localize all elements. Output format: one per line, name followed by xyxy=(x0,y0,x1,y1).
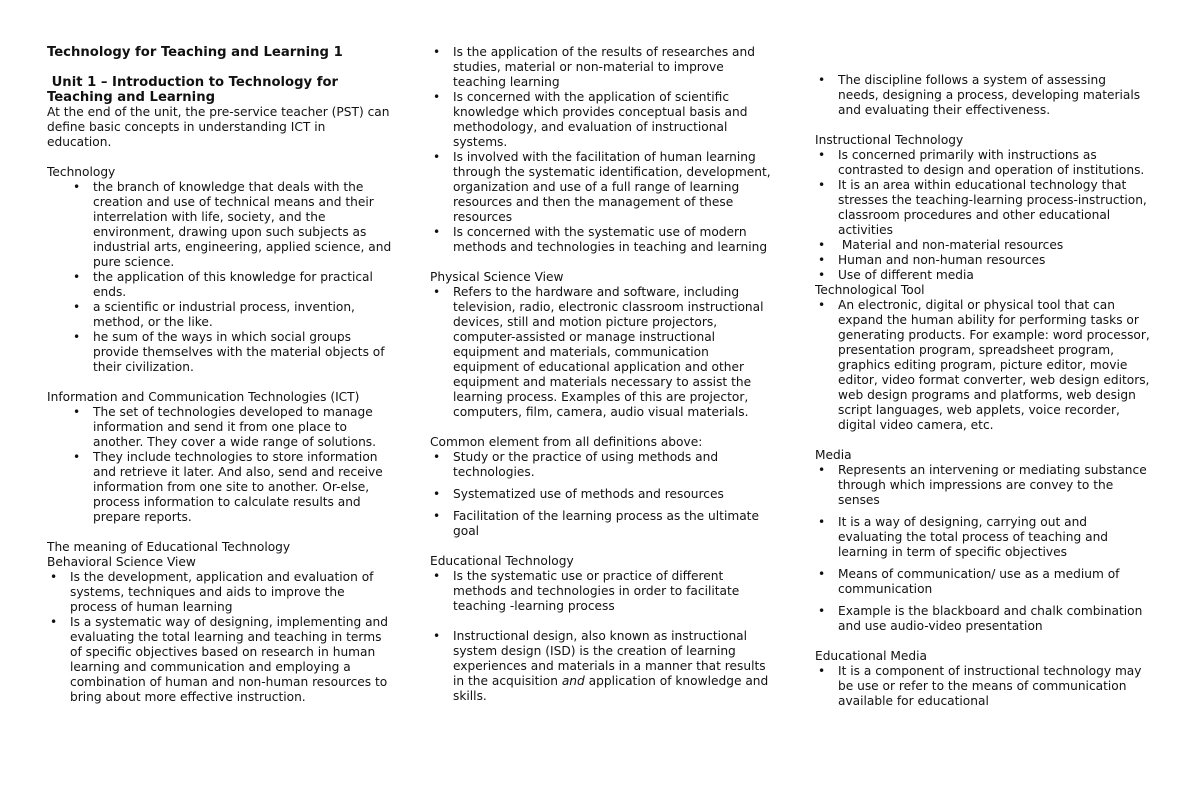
unit-title-line1: Unit 1 – Introduction to Technology for xyxy=(47,75,339,90)
list-item: • Is involved with the facilitation of human learning through the systematic identification, development, organization and use of a full range of learning resources and then the management of these resources xyxy=(430,150,775,225)
edtech-meaning-heading: The meaning of Educational Technology xyxy=(47,540,291,554)
ict-heading: Information and Communication Technologies (ICT) xyxy=(47,390,360,404)
edtech-definitions-list xyxy=(430,45,775,255)
column-1 xyxy=(47,45,392,705)
behavioral-heading: Behavioral Science View xyxy=(47,555,196,569)
educational-media-heading: Educational Media xyxy=(815,649,928,663)
list-item: • a scientific or industrial process, invention, method, or the like. xyxy=(70,300,392,330)
list-item: • The discipline follows a system of assessing needs, designing a process, developing materials and evaluating their effectiveness. xyxy=(815,73,1150,118)
column-2 xyxy=(430,45,775,704)
list-item: • It is a component of instructional technology may be use or refer to the means of communication available for educational xyxy=(815,664,1150,709)
text-span: Instructional design, also known as instructional system design (ISD) is the creation of learning experiences and materials in a manner that results in the acquisition xyxy=(453,629,766,688)
technology-list xyxy=(47,180,392,375)
list-item: • the branch of knowledge that deals with the creation and use of technical means and their interrelation with life, society, and the environment, drawing upon such subjects as industrial arts, engineering, applied science, and pure science. xyxy=(70,180,392,270)
column-3 xyxy=(815,73,1150,709)
edtech-list xyxy=(430,569,775,704)
italic-text: and xyxy=(561,674,585,688)
physical-heading: Physical Science View xyxy=(430,270,564,284)
ict-list xyxy=(47,405,392,525)
list-item: • Is concerned with the application of scientific knowledge which provides conceptual basis and methodology, and evaluation of instructional systems. xyxy=(430,90,775,150)
list-item: • Use of different media xyxy=(815,268,1150,283)
list-item: • Systematized use of methods and resources xyxy=(430,487,775,502)
list-item: • It is an area within educational technology that stresses the teaching-learning process-instruction, classroom procedures and other educational activities xyxy=(815,178,1150,238)
list-item: • An electronic, digital or physical tool that can expand the human ability for performing tasks or generating products. For example: word processor, presentation program, spreadsheet program, graphics editing program, picture editor, movie editor, video format converter, web design editors, web design programs and platforms, web design script languages, web applets, voice recorder, digital video camera, etc. xyxy=(815,298,1150,433)
list-item: • The set of technologies developed to manage information and send it from one place to another. They cover a wide range of solutions. xyxy=(70,405,392,450)
list-item: • Represents an intervening or mediating substance through which impressions are convey to the senses xyxy=(815,463,1150,508)
common-heading: Common element from all definitions above: xyxy=(430,435,703,449)
list-item xyxy=(430,629,775,704)
list-item: • Human and non-human resources xyxy=(815,253,1150,268)
list-item: • he sum of the ways in which social groups provide themselves with the material objects of their civilization. xyxy=(70,330,392,375)
instructional-technology-list xyxy=(815,148,1150,283)
list-item: • Is a systematic way of designing, implementing and evaluating the total learning and teaching in terms of specific objectives based on research in human learning and communication and employing a combination of human and non-human resources to bring about more effective instruction. xyxy=(47,615,392,705)
list-item: • Material and non-material resources xyxy=(815,238,1150,253)
instructional-technology-heading: Instructional Technology xyxy=(815,133,964,147)
text-span: application of knowledge and skills. xyxy=(453,674,769,703)
document-title: Technology for Teaching and Learning 1 xyxy=(47,45,343,60)
technological-tool-list xyxy=(815,298,1150,433)
list-item: • Refers to the hardware and software, including television, radio, electronic classroom instructional devices, still and motion picture projectors, computer-assisted or manage instructional equipment and materials, communication equipment of educational application and other equipment and materials necessary to assist the learning process. Examples of this are projector, computers, film, camera, audio visual materials. xyxy=(430,285,775,420)
physical-list xyxy=(430,285,775,420)
list-item: • Is the development, application and evaluation of systems, techniques and aids to improve the process of human learning xyxy=(47,570,392,615)
educational-media-list xyxy=(815,664,1150,709)
list-item: • the application of this knowledge for practical ends. xyxy=(70,270,392,300)
list-item: • Example is the blackboard and chalk combination and use audio-video presentation xyxy=(815,604,1150,634)
list-item: • Is concerned primarily with instructions as contrasted to design and operation of institutions. xyxy=(815,148,1150,178)
technological-tool-heading: Technological Tool xyxy=(815,283,925,297)
discipline-list xyxy=(815,73,1150,118)
list-item: • Facilitation of the learning process as the ultimate goal xyxy=(430,509,775,539)
edtech-heading: Educational Technology xyxy=(430,554,574,568)
unit-intro: At the end of the unit, the pre-service teacher (PST) can define basic concepts in understanding ICT in education. xyxy=(47,105,390,149)
list-item: • Is the application of the results of researches and studies, material or non-material to improve teaching learning xyxy=(430,45,775,90)
common-list xyxy=(430,450,775,539)
unit-title-line2: Teaching and Learning xyxy=(47,90,216,105)
list-item: • Means of communication/ use as a medium of communication xyxy=(815,567,1150,597)
behavioral-list xyxy=(47,570,392,705)
list-item: • Study or the practice of using methods and technologies. xyxy=(430,450,775,480)
list-item: • Is concerned with the systematic use of modern methods and technologies in teaching and learning xyxy=(430,225,775,255)
list-item: • They include technologies to store information and retrieve it later. And also, send and receive information from one site to another. Or-else, process information to calculate results and prepare reports. xyxy=(70,450,392,525)
technology-heading: Technology xyxy=(47,165,116,179)
list-item: • Is the systematic use or practice of different methods and technologies in order to facilitate teaching -learning process xyxy=(430,569,775,614)
list-item: • It is a way of designing, carrying out and evaluating the total process of teaching and learning in term of specific objectives xyxy=(815,515,1150,560)
media-heading: Media xyxy=(815,448,852,462)
media-list xyxy=(815,463,1150,634)
